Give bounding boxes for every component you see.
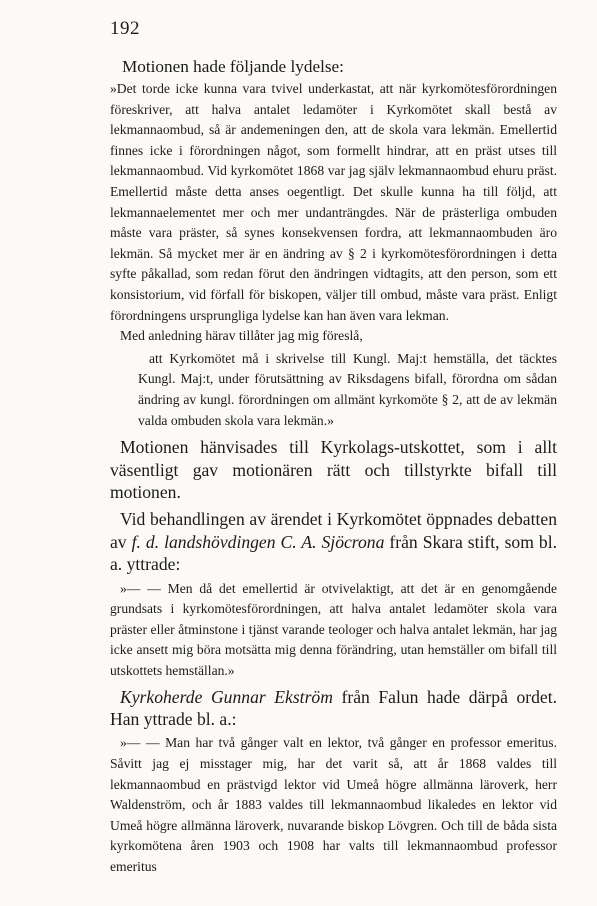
text-column bbox=[110, 56, 557, 877]
motion-heading: Motionen hade följande lydelse: bbox=[122, 57, 344, 76]
sjocrona-quote: »— — Men då det emellertid är otvivelaktigt, att det är en genomgående grundsats i kyrkomötesförordningen, att halva antalet ledamöter skola vara präster eller åtminstone i tjänst varande teologer och halva antalet lekmän, har jag icke ansett mig böra motsätta mig denna förändring, utan hemställer om bifall till utskottets hemställan.» bbox=[110, 580, 557, 678]
debate-intro-text: Vid behandlingen av ärendet i Kyrkomötet öppnades debatten av bbox=[110, 509, 557, 552]
page-number: 192 bbox=[110, 18, 140, 39]
debate-paragraph bbox=[110, 508, 557, 575]
motion-quote: »Det torde icke kunna vara tvivel underkastat, att när kyrkomötesförordningen föreskriver, att halva antalet ledamöter i Kyrkomötet skall bestå av lekmannaombud, så är andemeningen den, att de skola vara lekmän. Emellertid finnes icke i förordningen något, som formellt hindrar, att en präst utses till lekmannaombud. Vid kyrkomötet 1868 var jag själv lekmannaombud ehuru präst. Emellertid måste detta anses oegentligt. Det skulle kunna ha till följd, att lekmannaelementet mer och mer undanträngdes. När de prästerliga ombuden måste vara präster, så synes konsekvensen fordra, att lekmannaombuden äro lekmän. Så mycket mer är en ändring av § 2 i kyrkomötesförordningen i detta syfte påkallad, som redan förut den ändringen vidtagits, att den person, som ett konsistorium, vid förfall för biskopen, väljer till ombud, måste vara präst. Enligt förordningens ursprungliga lydelse kan han även vara lekman. bbox=[110, 81, 557, 323]
ekstrom-paragraph bbox=[110, 686, 557, 731]
speaker-name-sjocrona: f. d. landshövdingen C. A. Sjöcrona bbox=[131, 531, 385, 552]
motion-proposal: att Kyrkomötet må i skrivelse till Kungl. Maj:t hemställa, det täcktes Kungl. Maj:t, under förutsättning av Riksdagens bifall, förordna om sådan ändring av kungl. förordningen om allmänt kyrkomöte § 2, att de av lekmän valda ombuden skola vara lekmän.» bbox=[138, 350, 557, 428]
motion-request: Med anledning härav tillåter jag mig föreslå, bbox=[120, 328, 363, 344]
committee-paragraph: Motionen hänvisades till Kyrkolags-utskottet, som i allt väsentligt gav motionären rätt och tillstyrkte bifall till motionen. bbox=[110, 437, 557, 502]
debate-intro-end: från Skara stift, som bl. a. yttrade: bbox=[110, 531, 557, 575]
ekstrom-quote: »— — Man har två gånger valt en lektor, två gånger en professor emeritus. Såvitt jag ej misstager mig, har det varit så, att år 1868 valdes till lekmannaombud en prästvigd lektor vid Umeå högre allmänna läroverk, herr Waldenström, och år 1883 valdes till lekmannaombud likaledes en lektor vid Umeå högre allmänna läroverk, nuvarande biskop Lövgren. Och till de båda sista kyrkomötena åren 1903 och 1908 har valts till lekmannaombud professor emeritus bbox=[110, 735, 557, 874]
ekstrom-intro-end: från Falun hade därpå ordet. Han yttrade bl. a.: bbox=[110, 686, 557, 729]
speaker-name-ekstrom: Kyrkoherde Gunnar Ekström bbox=[120, 686, 333, 707]
